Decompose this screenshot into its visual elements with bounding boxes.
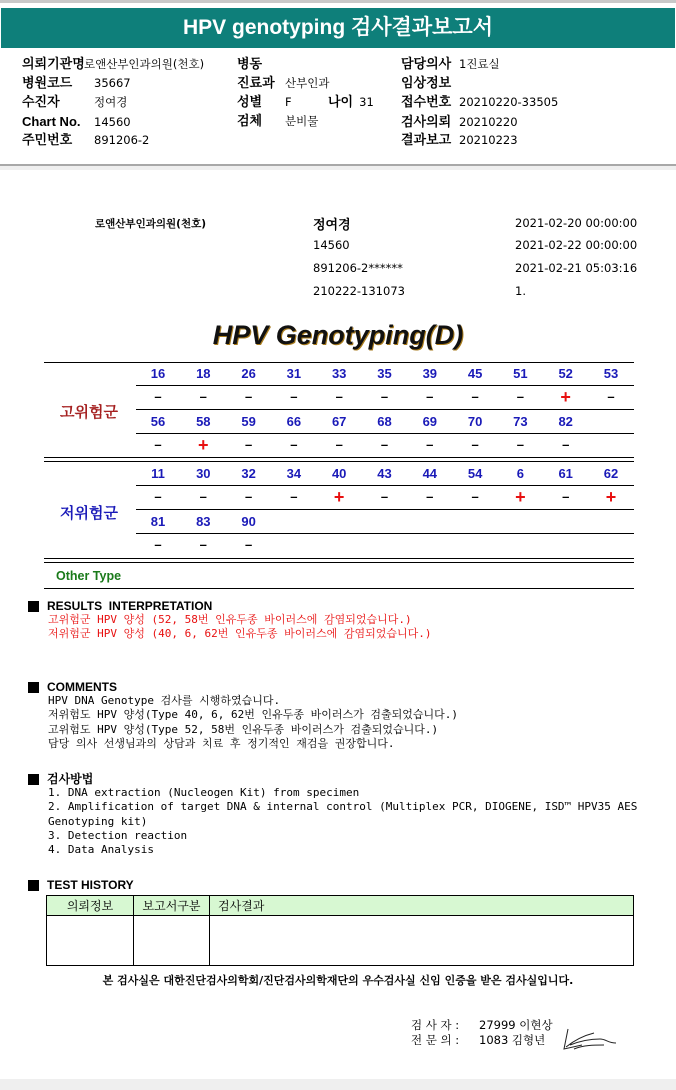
col-test-result: 검사결과 [210,896,634,916]
result-positive: + [333,487,345,507]
header-field-requester: 의뢰기관명로앤산부인과의원(천호) [22,57,205,72]
header-field-patient: 수진자 정여경 [22,95,128,110]
other-type-label: Other Type [56,569,122,583]
section-bullet-icon [28,601,39,612]
result-positive: + [605,487,617,507]
result-negative: – [154,489,162,504]
result-negative: – [607,389,615,404]
hpv-type-44: 44 [422,466,438,481]
result-negative: – [199,489,207,504]
header-field-department: 진료과 산부인과 [237,76,330,91]
specimen-number: 210222-131073 [313,284,405,298]
test-history-table [46,895,634,966]
hpv-type-73: 73 [513,414,528,429]
header-field-sex: 성별 F [237,95,292,110]
comments-section: COMMENTS HPV DNA Genotype 검사를 시행하였습니다. 저위험도 HPV 양성(Type 40, 6, 62번 인유두종 바이러스가 검출되었습니다.) 고위험도 HPV 양성(Type 52, 58번 인유두종 바이러스가 검출되었습니다.) 담당 의사 선생님과의 상담과 치료 후 정기적인 재검을 권장합니다. [28,680,458,751]
row-divider [136,409,634,410]
hpv-type-31: 31 [286,366,302,381]
header-field-specimen: 검체 분비물 [237,114,319,129]
result-negative: – [562,489,570,504]
hpv-type-81: 81 [150,514,166,529]
hpv-type-18: 18 [196,366,211,381]
header-field-request-date: 검사의뢰 20210220 [401,115,518,130]
result-negative: – [244,437,253,452]
chart-number: 14560 [313,238,350,252]
result-negative: – [516,389,524,404]
result-negative: – [516,437,524,452]
hpv-type-35: 35 [377,366,392,381]
report-title-banner: HPV genotyping 검사결과보고서 [1,8,675,48]
hpv-type-82: 82 [558,414,573,429]
certification-notice: 본 검사실은 대한진단검사의학회/진단검사의학재단의 우수검사실 신임 인증을 받은 검사실입니다. [102,974,574,987]
comments-lines [28,694,458,751]
row-divider [136,433,634,434]
hpv-type-68: 68 [377,414,392,429]
hpv-type-90: 90 [241,514,256,529]
text-line: 저위험군 HPV 양성 (40, 6, 62번 인유두종 바이러스에 감염되었습니다.) [48,627,432,641]
result-negative: – [199,537,207,552]
results-interpretation-section: RESULTS INTERPRETATION 고위험군 HPV 양성 (52, 58번 인유두종 바이러스에 감염되었습니다.) 저위험군 HPV 양성 (40, 6, 62번 인유두종 바이러스에 감염되었습니다.) [28,599,431,642]
header-field-chart-no: Chart No. 14560 [22,114,131,129]
hpv-type-61: 61 [558,466,573,481]
hpv-type-59: 59 [241,414,256,429]
result-negative: – [244,489,253,504]
row-divider [136,533,634,534]
hpv-type-26: 26 [241,366,256,381]
hpv-type-70: 70 [467,414,483,429]
hpv-type-83: 83 [196,514,211,529]
text-line: 2. Amplification of target DNA & internal control (Multiplex PCR, DIOGENE, ISD™ HPV35 AES [48,800,638,814]
text-line: 담당 의사 선생님과의 상담과 치료 후 정기적인 재검을 권장합니다. [48,736,395,750]
result-negative: – [154,389,162,404]
group-divider [44,562,634,563]
hpv-type-16: 16 [150,366,166,381]
result-negative: – [154,537,162,552]
signature-specialist: 전 문 의 : 1083 김형년 [411,1033,546,1047]
result-negative: – [380,489,389,504]
result-negative: – [426,437,434,452]
result-negative: – [471,489,479,504]
method-lines [28,786,637,857]
result-positive: + [560,387,571,407]
result-negative: – [562,437,570,452]
hpv-type-40: 40 [331,466,347,481]
results-interpretation-lines [28,613,431,641]
result-negative: – [335,437,343,452]
text-line: 3. Detection reaction [48,828,188,842]
text-line: 1. DNA extraction (Nucleogen Kit) from specimen [48,786,360,800]
result-negative: – [426,489,434,504]
section-bullet-icon [28,774,39,785]
col-request-info: 의뢰정보 [47,896,134,916]
result-negative: – [244,537,253,552]
hpv-type-58: 58 [196,414,211,429]
row-divider [136,509,634,510]
date-4: 1. [515,284,526,298]
hpv-type-62: 62 [603,466,619,481]
date-3: 2021-02-21 05:03:16 [515,261,638,275]
text-line: 고위험군 HPV 양성 (52, 58번 인유두종 바이러스에 감염되었습니다.) [48,613,412,627]
result-negative: – [154,437,162,452]
hpv-type-51: 51 [513,366,528,381]
result-negative: – [199,389,207,404]
group-divider [44,457,634,458]
group-divider [44,461,634,462]
text-line: 고위험도 HPV 양성(Type 52, 58번 인유두종 바이러스가 검출되었습니다.) [48,722,439,736]
low-risk-label: 저위험군 [60,505,118,522]
top-border [0,0,676,3]
header-field-report-date: 결과보고 20210223 [401,133,518,148]
header-field-hospital-code: 병원코드 35667 [22,76,131,91]
header-field-ward: 병동 [237,57,263,72]
header-field-receipt-no: 접수번호 20210220-33505 [401,95,559,110]
col-report-type: 보고서구분 [134,896,210,916]
result-negative: – [244,389,253,404]
text-line: 4. Data Analysis [48,843,154,857]
result-negative: – [290,389,298,404]
section-bullet-icon [28,682,39,693]
header-field-clinical-info: 임상정보 [401,76,452,91]
header-field-doctor: 담당의사 1진료실 [401,57,500,72]
hpv-type-69: 69 [422,414,438,429]
hpv-type-56: 56 [150,414,166,429]
result-negative: – [290,489,298,504]
date-1: 2021-02-20 00:00:00 [515,216,638,230]
test-history-section: TEST HISTORY [28,878,134,892]
patient-name: 정여경 [313,218,351,233]
resident-number: 891206-2****** [313,261,403,275]
page-separator [0,166,676,170]
hpv-type-66: 66 [286,414,302,429]
result-negative: – [335,389,343,404]
result-negative: – [426,389,434,404]
result-negative: – [471,389,479,404]
group-divider [44,558,634,559]
hpv-type-32: 32 [241,466,256,481]
result-positive: + [198,435,209,455]
table-top-border [44,362,634,363]
hpv-type-54: 54 [467,466,483,481]
method-section: 검사방법 1. DNA extraction (Nucleogen Kit) from specimen 2. Amplification of target DNA & internal control (Multiplex PCR, DIOGENE, ISD™ HPV35 AES Genotyping kit) 3. Detection reaction 4. Data Analysis [28,772,637,857]
result-negative: – [290,437,298,452]
result-negative: – [471,437,479,452]
hpv-type-39: 39 [422,366,438,381]
high-risk-label: 고위험군 [60,404,118,421]
page-bottom-band [0,1079,676,1090]
hpv-type-33: 33 [331,366,347,381]
section-bullet-icon [28,880,39,891]
hospital-name: 로앤산부인과의원(천호) [95,218,207,230]
hpv-type-30: 30 [196,466,211,481]
hpv-type-11: 11 [151,466,165,481]
hpv-type-53: 53 [603,366,619,381]
table-row [47,916,634,966]
hpv-type-34: 34 [286,466,302,481]
signature-scribble-icon [560,1025,620,1053]
header-field-age: 나이 31 [328,95,374,110]
hpv-type-67: 67 [331,414,347,429]
text-line: Genotyping kit) [48,814,148,828]
table-bottom-border [44,588,634,589]
result-negative: – [380,437,389,452]
hpv-type-45: 45 [467,366,483,381]
row-divider [136,485,634,486]
genotyping-title: HPV Genotyping(D) [212,320,464,350]
hpv-type-52: 52 [558,366,573,381]
hpv-type-6: 6 [516,466,524,481]
result-positive: + [515,487,526,507]
row-divider [136,385,634,386]
date-2: 2021-02-22 00:00:00 [515,238,638,252]
hpv-type-43: 43 [377,466,392,481]
text-line: HPV DNA Genotype 검사를 시행하였습니다. [48,694,281,708]
result-negative: – [380,389,389,404]
header-field-resident-no: 주민번호 891206-2 [22,133,150,148]
text-line: 저위험도 HPV 양성(Type 40, 6, 62번 인유두종 바이러스가 검출되었습니다.) [48,708,458,722]
signature-tester: 검 사 자 : 27999 이현상 [411,1018,553,1032]
